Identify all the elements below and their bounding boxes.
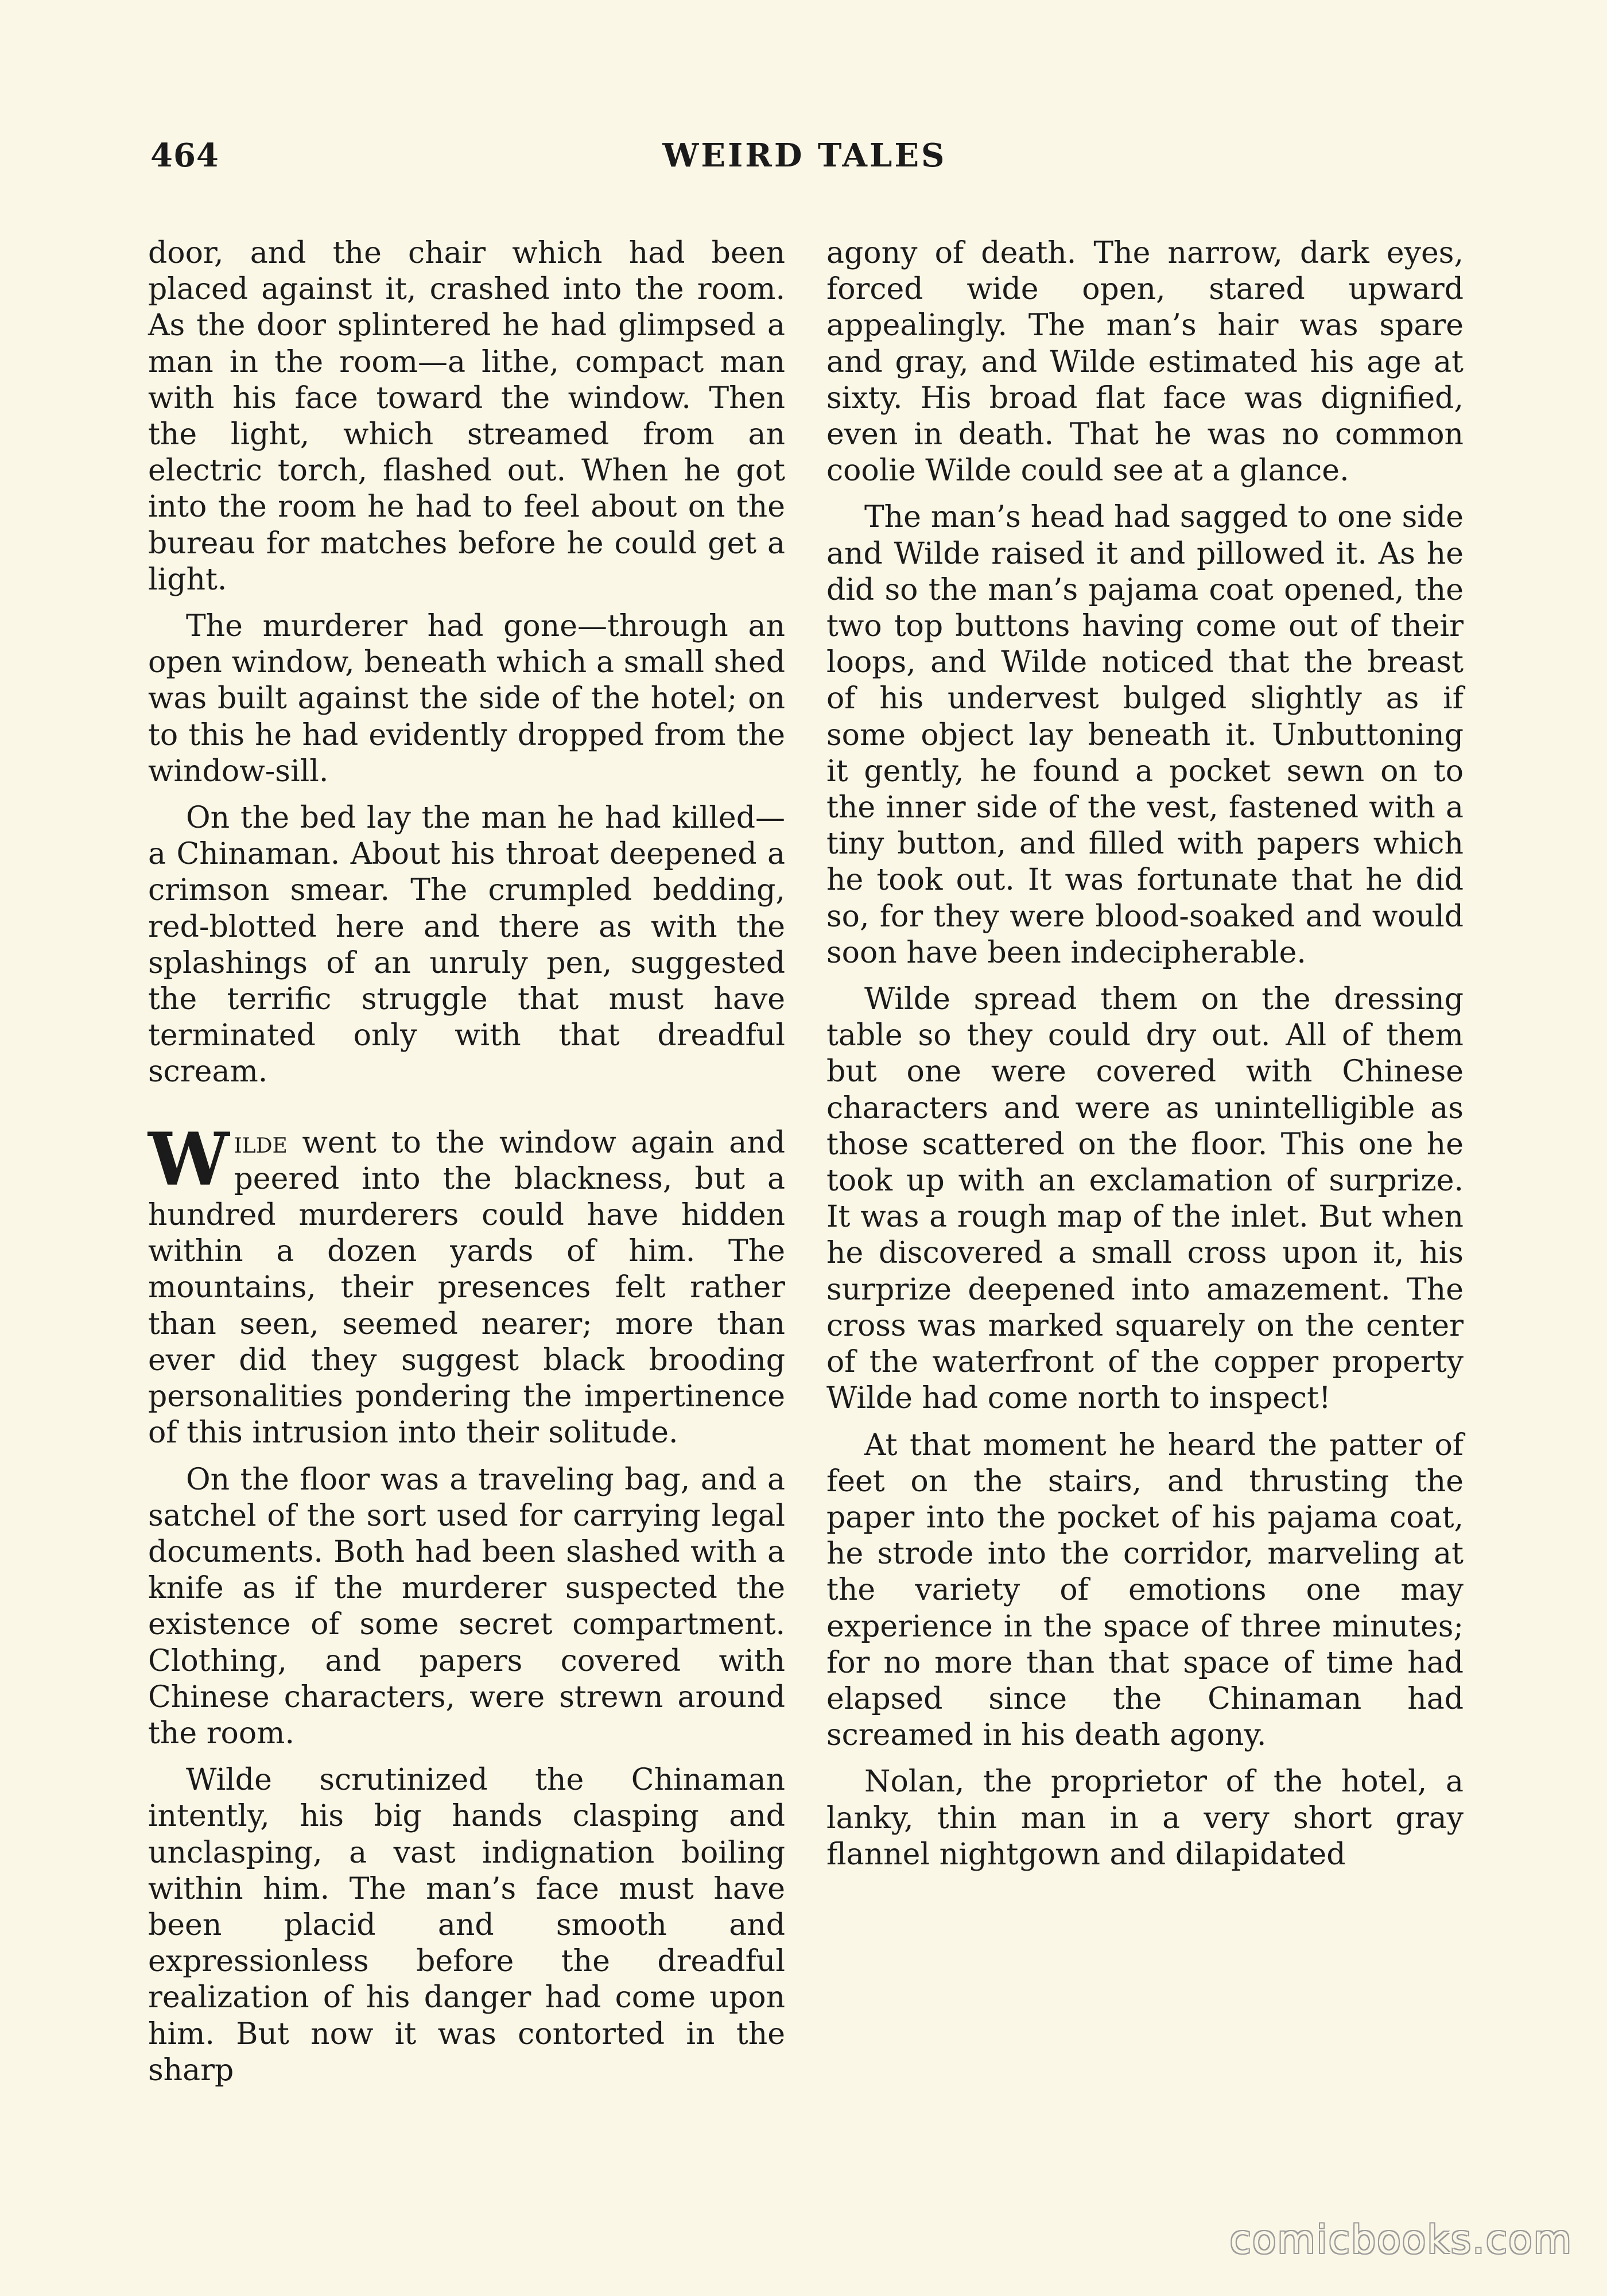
paragraph: The murderer had gone—through an open window, beneath which a small shed was built against the side of the hotel; on to this he had evidently dropped from the window-sill. [148, 609, 785, 789]
page-number: 464 [150, 137, 219, 174]
paragraph: On the floor was a traveling bag, and a satchel of the sort used for carrying legal documents. Both had been slashed with a knife as if the murderer suspected the existence of some secret compartment. Clothing, and papers covered with Chinese characters, were strewn around the room. [148, 1462, 785, 1751]
paragraph: The man’s head had sagged to one side and Wilde raised it and pillowed it. As he did so the man’s pajama coat opened, the two top buttons having come out of their loops, and Wilde noticed that the breast of his undervest bulged slightly as if some object lay beneath it. Unbuttoning it gently, he found a pocket sewn on to the inner side of the vest, fastened with a tiny button, and filled with papers which he took out. It was fortunate that he did so, for they were blood-soaked and would soon have been indecipherable. [826, 500, 1464, 970]
section-opening-paragraph [148, 1116, 785, 1452]
paragraph: Wilde scrutinized the Chinaman intently, his big hands clasping and unclasping, a vast indignation boiling within him. The man’s face must have been placid and smooth and expressionless before the dreadful realization of his danger had come upon him. But now it was contorted in the sharp [148, 1763, 785, 2088]
paragraph: door, and the chair which had been placed against it, crashed into the room. As the door splintered he had glimpsed a man in the room—a lithe, compact man with his face toward the window. Then the light, which streamed from an electric torch, flashed out. When he got into the room he had to feel about on the bureau for matches before he could get a light. [148, 236, 785, 597]
paragraph: On the bed lay the man he had killed—a Chinaman. About his throat deepened a crimson smear. The crumpled bedding, red-blotted here and there as with the splashings of an unruly pen, suggested the terrific struggle that must have terminated only with that dreadful scream. [148, 801, 785, 1089]
watermark: comicbooks.com [1229, 2217, 1573, 2263]
running-title: WEIRD TALES [662, 137, 947, 174]
small-caps-word: ilde [234, 1125, 288, 1160]
paragraph: At that moment he heard the patter of feet on the stairs, and thrusting the paper into the pocket of his pajama coat, he strode into the corridor, marveling at the variety of emotions one may experience in the space of three minutes; for no more than that space of time had elapsed since the Chinaman had screamed in his death agony. [826, 1428, 1464, 1753]
paragraph: agony of death. The narrow, dark eyes, forced wide open, stared upward appealingly. The man’s hair was spare and gray, and Wilde estimated his age at sixty. His broad flat face was dignified, even in death. That he was no common coolie Wilde could see at a glance. [826, 236, 1464, 488]
paragraph-text: went to the window again and peered into the blackness, but a hundred murderers could have hidden within a dozen yards of him. The mountains, their presences felt rather than seen, seemed nearer; more than ever did they suggest black brooding personalities pondering the impertinence of this intrusion into their solitude. [148, 1125, 785, 1450]
paragraph: Wilde spread them on the dressing table so they could dry out. All of them but one were covered with Chinese characters and were as unintelligible as those scattered on the floor. This one he took up with an exclamation of surprize. It was a rough map of the inlet. But when he discovered a small cross upon it, his surprize deepened into amazement. The cross was marked squarely on the center of the waterfront of the copper property Wilde had come north to inspect! [826, 982, 1464, 1416]
page-header [150, 137, 1459, 194]
left-column [148, 235, 785, 2099]
paragraph: Nolan, the proprietor of the hotel, a lanky, thin man in a very short gray flannel nightgown and dilapidated [826, 1764, 1464, 1872]
right-column [826, 235, 1464, 1883]
drop-cap: W [148, 1116, 230, 1202]
